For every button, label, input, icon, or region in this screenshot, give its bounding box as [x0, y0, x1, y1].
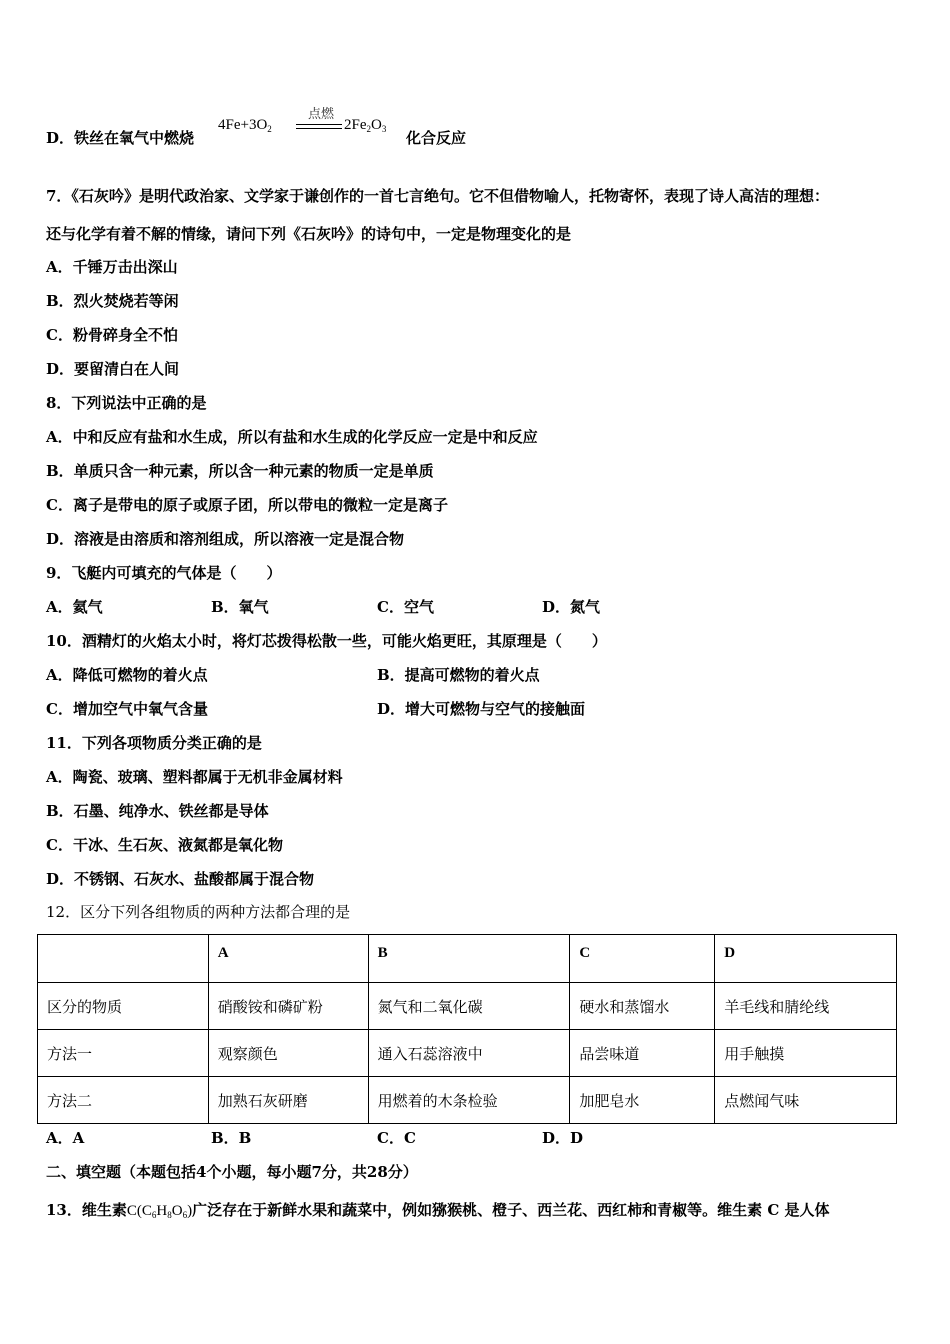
q8-option-a: A．中和反应有盐和水生成，所以有盐和水生成的化学反应一定是中和反应 [46, 428, 538, 446]
q12-table [37, 934, 897, 1124]
q9-option-b: B．氧气 [211, 598, 269, 616]
q10-option-b: B．提高可燃物的着火点 [377, 666, 540, 684]
table-cell: 用手触摸 [715, 1030, 897, 1077]
table-cell: 氮气和二氧化碳 [368, 983, 570, 1030]
q9-option-d: D．氮气 [542, 598, 601, 616]
table-cell: 硬水和蒸馏水 [570, 983, 715, 1030]
table-header-cell [38, 935, 209, 983]
table-cell: 方法一 [38, 1030, 209, 1077]
table-cell: 通入石蕊溶液中 [368, 1030, 570, 1077]
table-cell: 加熟石灰研磨 [208, 1077, 368, 1124]
q6-option-d-suffix: 化合反应 [406, 129, 467, 147]
q13-line [46, 1200, 829, 1225]
table-row [38, 1077, 897, 1124]
table-header-row [38, 935, 897, 983]
table-cell: 用燃着的木条检验 [368, 1077, 570, 1124]
table-row [38, 983, 897, 1030]
table-cell: 羊毛线和腈纶线 [715, 983, 897, 1030]
q8-option-b: B．单质只含一种元素，所以含一种元素的物质一定是单质 [46, 462, 434, 480]
q12-option-a: A．A [46, 1129, 85, 1147]
q10-stem: 10．酒精灯的火焰太小时，将灯芯拨得松散一些，可能火焰更旺，其原理是（ ） [46, 632, 607, 650]
q11-option-d: D．不锈钢、石灰水、盐酸都属于混合物 [46, 870, 315, 888]
table-cell: 方法二 [38, 1077, 209, 1124]
equation-bar [296, 124, 342, 125]
q11-option-c: C．干冰、生石灰、液氮都是氧化物 [46, 836, 283, 854]
q13-text: 广泛存在于新鲜水果和蔬菜中，例如猕猴桃、橙子、西兰花、西红柿和青椒等。维生素 C 是人体 [192, 1201, 830, 1219]
q12-option-c: C．C [377, 1129, 416, 1147]
equation-lhs: $4Fe+3O_2$ [218, 117, 272, 134]
table-header-cell: D [715, 935, 897, 983]
table-cell: 观察颜色 [208, 1030, 368, 1077]
table-header-cell: A [208, 935, 368, 983]
q11-stem: 11．下列各项物质分类正确的是 [46, 734, 262, 752]
q7-stem-line1: 7．《石灰吟》是明代政治家、文学家于谦创作的一首七言绝句。它不但借物喻人，托物寄怀，表现了诗人高洁的理想： [46, 187, 829, 205]
q10-option-c: C．增加空气中氧气含量 [46, 700, 208, 718]
q8-stem: 8．下列说法中正确的是 [46, 394, 207, 412]
q10-option-a: A．降低可燃物的着火点 [46, 666, 208, 684]
vitamin-c-formula: $C(C_6H_8O_6)$ [126, 1203, 193, 1220]
table-header-cell: B [368, 935, 570, 983]
table-header-cell: C [570, 935, 715, 983]
q10-option-d: D．增大可燃物与空气的接触面 [377, 700, 586, 718]
table-cell: 加肥皂水 [570, 1077, 715, 1124]
table-cell: 品尝味道 [570, 1030, 715, 1077]
q9-option-c: C．空气 [377, 598, 434, 616]
q11-option-b: B．石墨、纯净水、铁丝都是导体 [46, 802, 269, 820]
q7-stem-line2: 还与化学有着不解的情缘，请问下列《石灰吟》的诗句中，一定是物理变化的是 [46, 225, 572, 243]
q7-option-d: D．要留清白在人间 [46, 360, 180, 378]
q12-option-d: D．D [542, 1129, 584, 1147]
q13-prefix: 13．维生素 [46, 1201, 127, 1219]
section-2-title: 二、填空题（本题包括4个小题，每小题7分，共28分） [46, 1163, 418, 1181]
q9-option-a: A．氦气 [46, 598, 103, 616]
q7-option-b: B．烈火焚烧若等闲 [46, 292, 179, 310]
table-row [38, 1030, 897, 1077]
q6-option-d: D．铁丝在氧气中燃烧 [46, 129, 195, 147]
chemical-equation [218, 103, 408, 147]
table-cell: 点燃闻气味 [715, 1077, 897, 1124]
equation-condition: 点燃 [307, 107, 334, 122]
table-cell: 区分的物质 [38, 983, 209, 1030]
table-cell: 硝酸铵和磷矿粉 [208, 983, 368, 1030]
q8-option-c: C．离子是带电的原子或原子团，所以带电的微粒一定是离子 [46, 496, 448, 514]
q11-option-a: A．陶瓷、玻璃、塑料都属于无机非金属材料 [46, 768, 343, 786]
q7-option-a: A．千锤万击出深山 [46, 258, 178, 276]
equation-rhs: $2Fe_2O_3$ [344, 117, 387, 134]
q12-option-b: B．B [211, 1129, 252, 1147]
equation-bar [296, 128, 342, 129]
q7-option-c: C．粉骨碎身全不怕 [46, 326, 178, 344]
q12-stem: 12．区分下列各组物质的两种方法都合理的是 [46, 903, 351, 921]
q9-stem: 9．飞艇内可填充的气体是（ ） [46, 564, 282, 582]
q8-option-d: D．溶液是由溶质和溶剂组成，所以溶液一定是混合物 [46, 530, 405, 548]
